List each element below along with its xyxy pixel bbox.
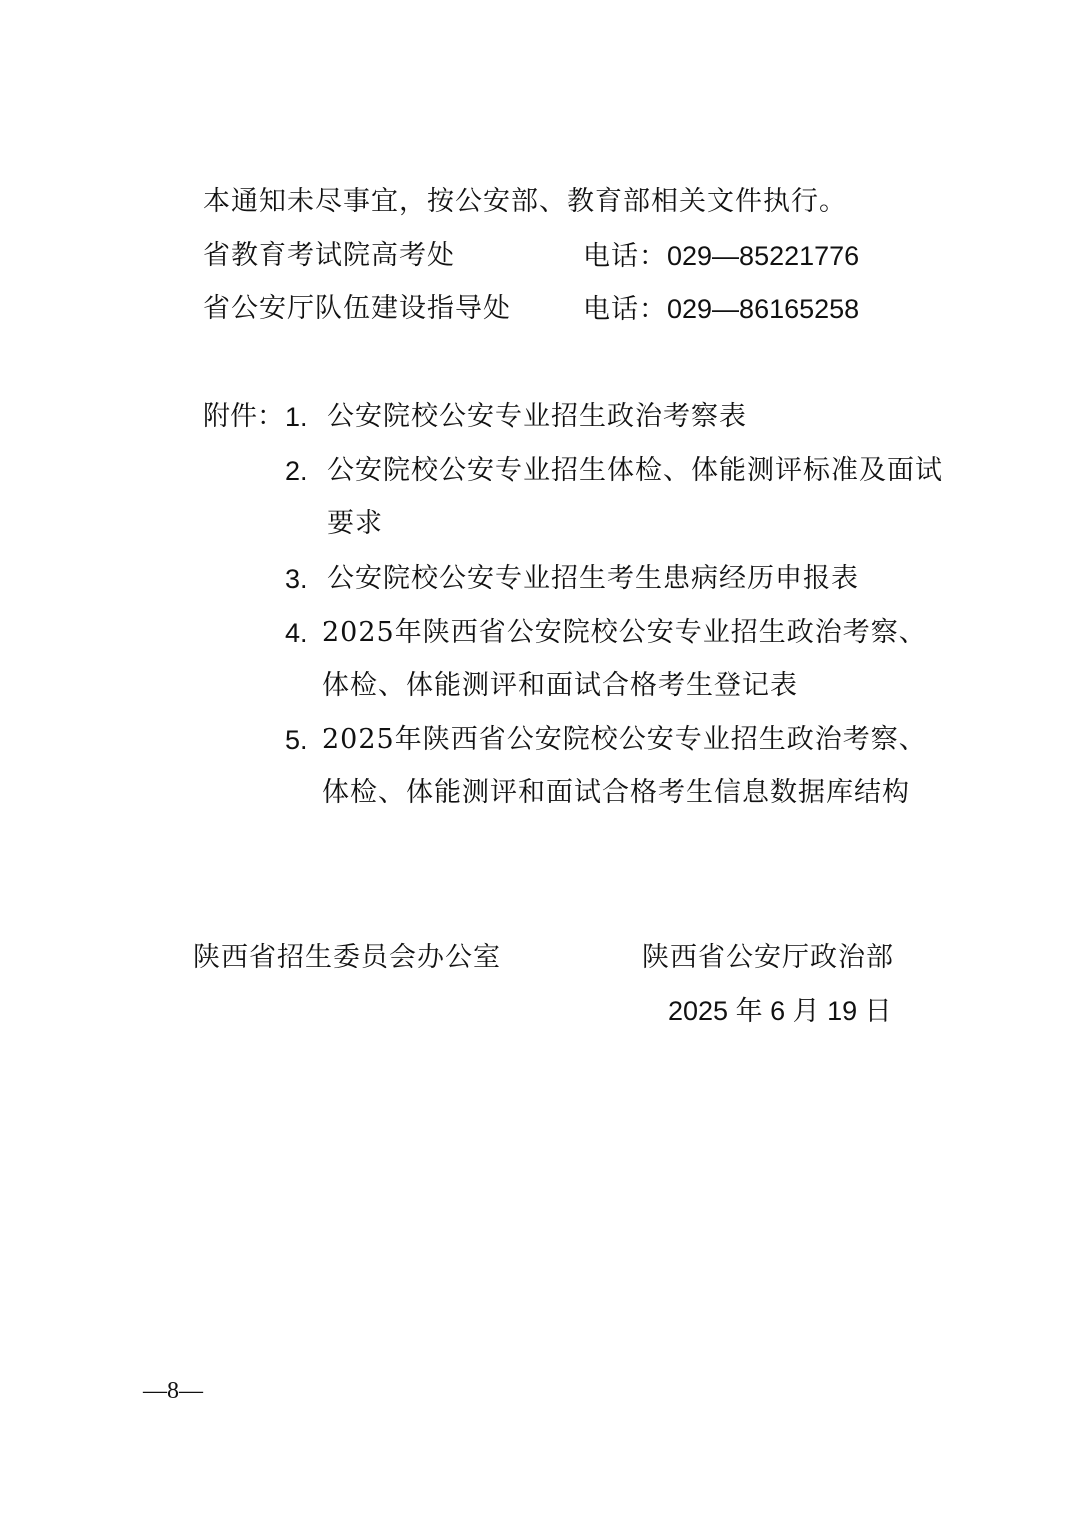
contact-phone-label-2: 电话： — [583, 294, 667, 325]
contact-office-2: 省公安厅队伍建设指导处 — [203, 293, 511, 324]
contact-phone-number-2: 029—86165258 — [667, 294, 860, 324]
attachment-text-5: 2025年陕西省公安院校公安专业招生政治考察、体检、体能测评和面试合格考生信息数据库结构 — [322, 724, 927, 808]
closing-notice-text: 本通知未尽事宜，按公安部、教育部相关文件执行。 — [203, 186, 847, 217]
attachment-number-2: 2. — [285, 456, 308, 486]
contact-phone-number-1: 029—85221776 — [667, 241, 860, 271]
signature-org-left: 陕西省招生委员会办公室 — [193, 942, 501, 973]
attachment-text-4: 2025年陕西省公安院校公安专业招生政治考察、体检、体能测评和面试合格考生登记表 — [322, 617, 927, 701]
contact-phone-2 — [583, 291, 859, 328]
signature-org-right: 陕西省公安厅政治部 — [642, 942, 894, 973]
attachment-number-1: 1. — [285, 402, 308, 432]
attachment-text-2: 公安院校公安专业招生体检、体能测评标准及面试要求 — [327, 455, 943, 539]
attachments-label: 附件： — [203, 401, 284, 432]
attachment-text-3: 公安院校公安专业招生考生患病经历申报表 — [327, 563, 859, 594]
contact-phone-label-1: 电话： — [583, 241, 667, 272]
attachment-number-4: 4. — [285, 618, 308, 648]
page-number: —8— — [143, 1378, 203, 1404]
attachment-text-1: 公安院校公安专业招生政治考察表 — [327, 401, 747, 432]
contact-phone-1 — [583, 238, 859, 275]
contact-office-1: 省教育考试院高考处 — [203, 240, 455, 271]
attachment-number-3: 3. — [285, 564, 308, 594]
signature-date: 2025 年 6 月 19 日 — [668, 996, 892, 1026]
attachment-number-5: 5. — [285, 725, 308, 755]
